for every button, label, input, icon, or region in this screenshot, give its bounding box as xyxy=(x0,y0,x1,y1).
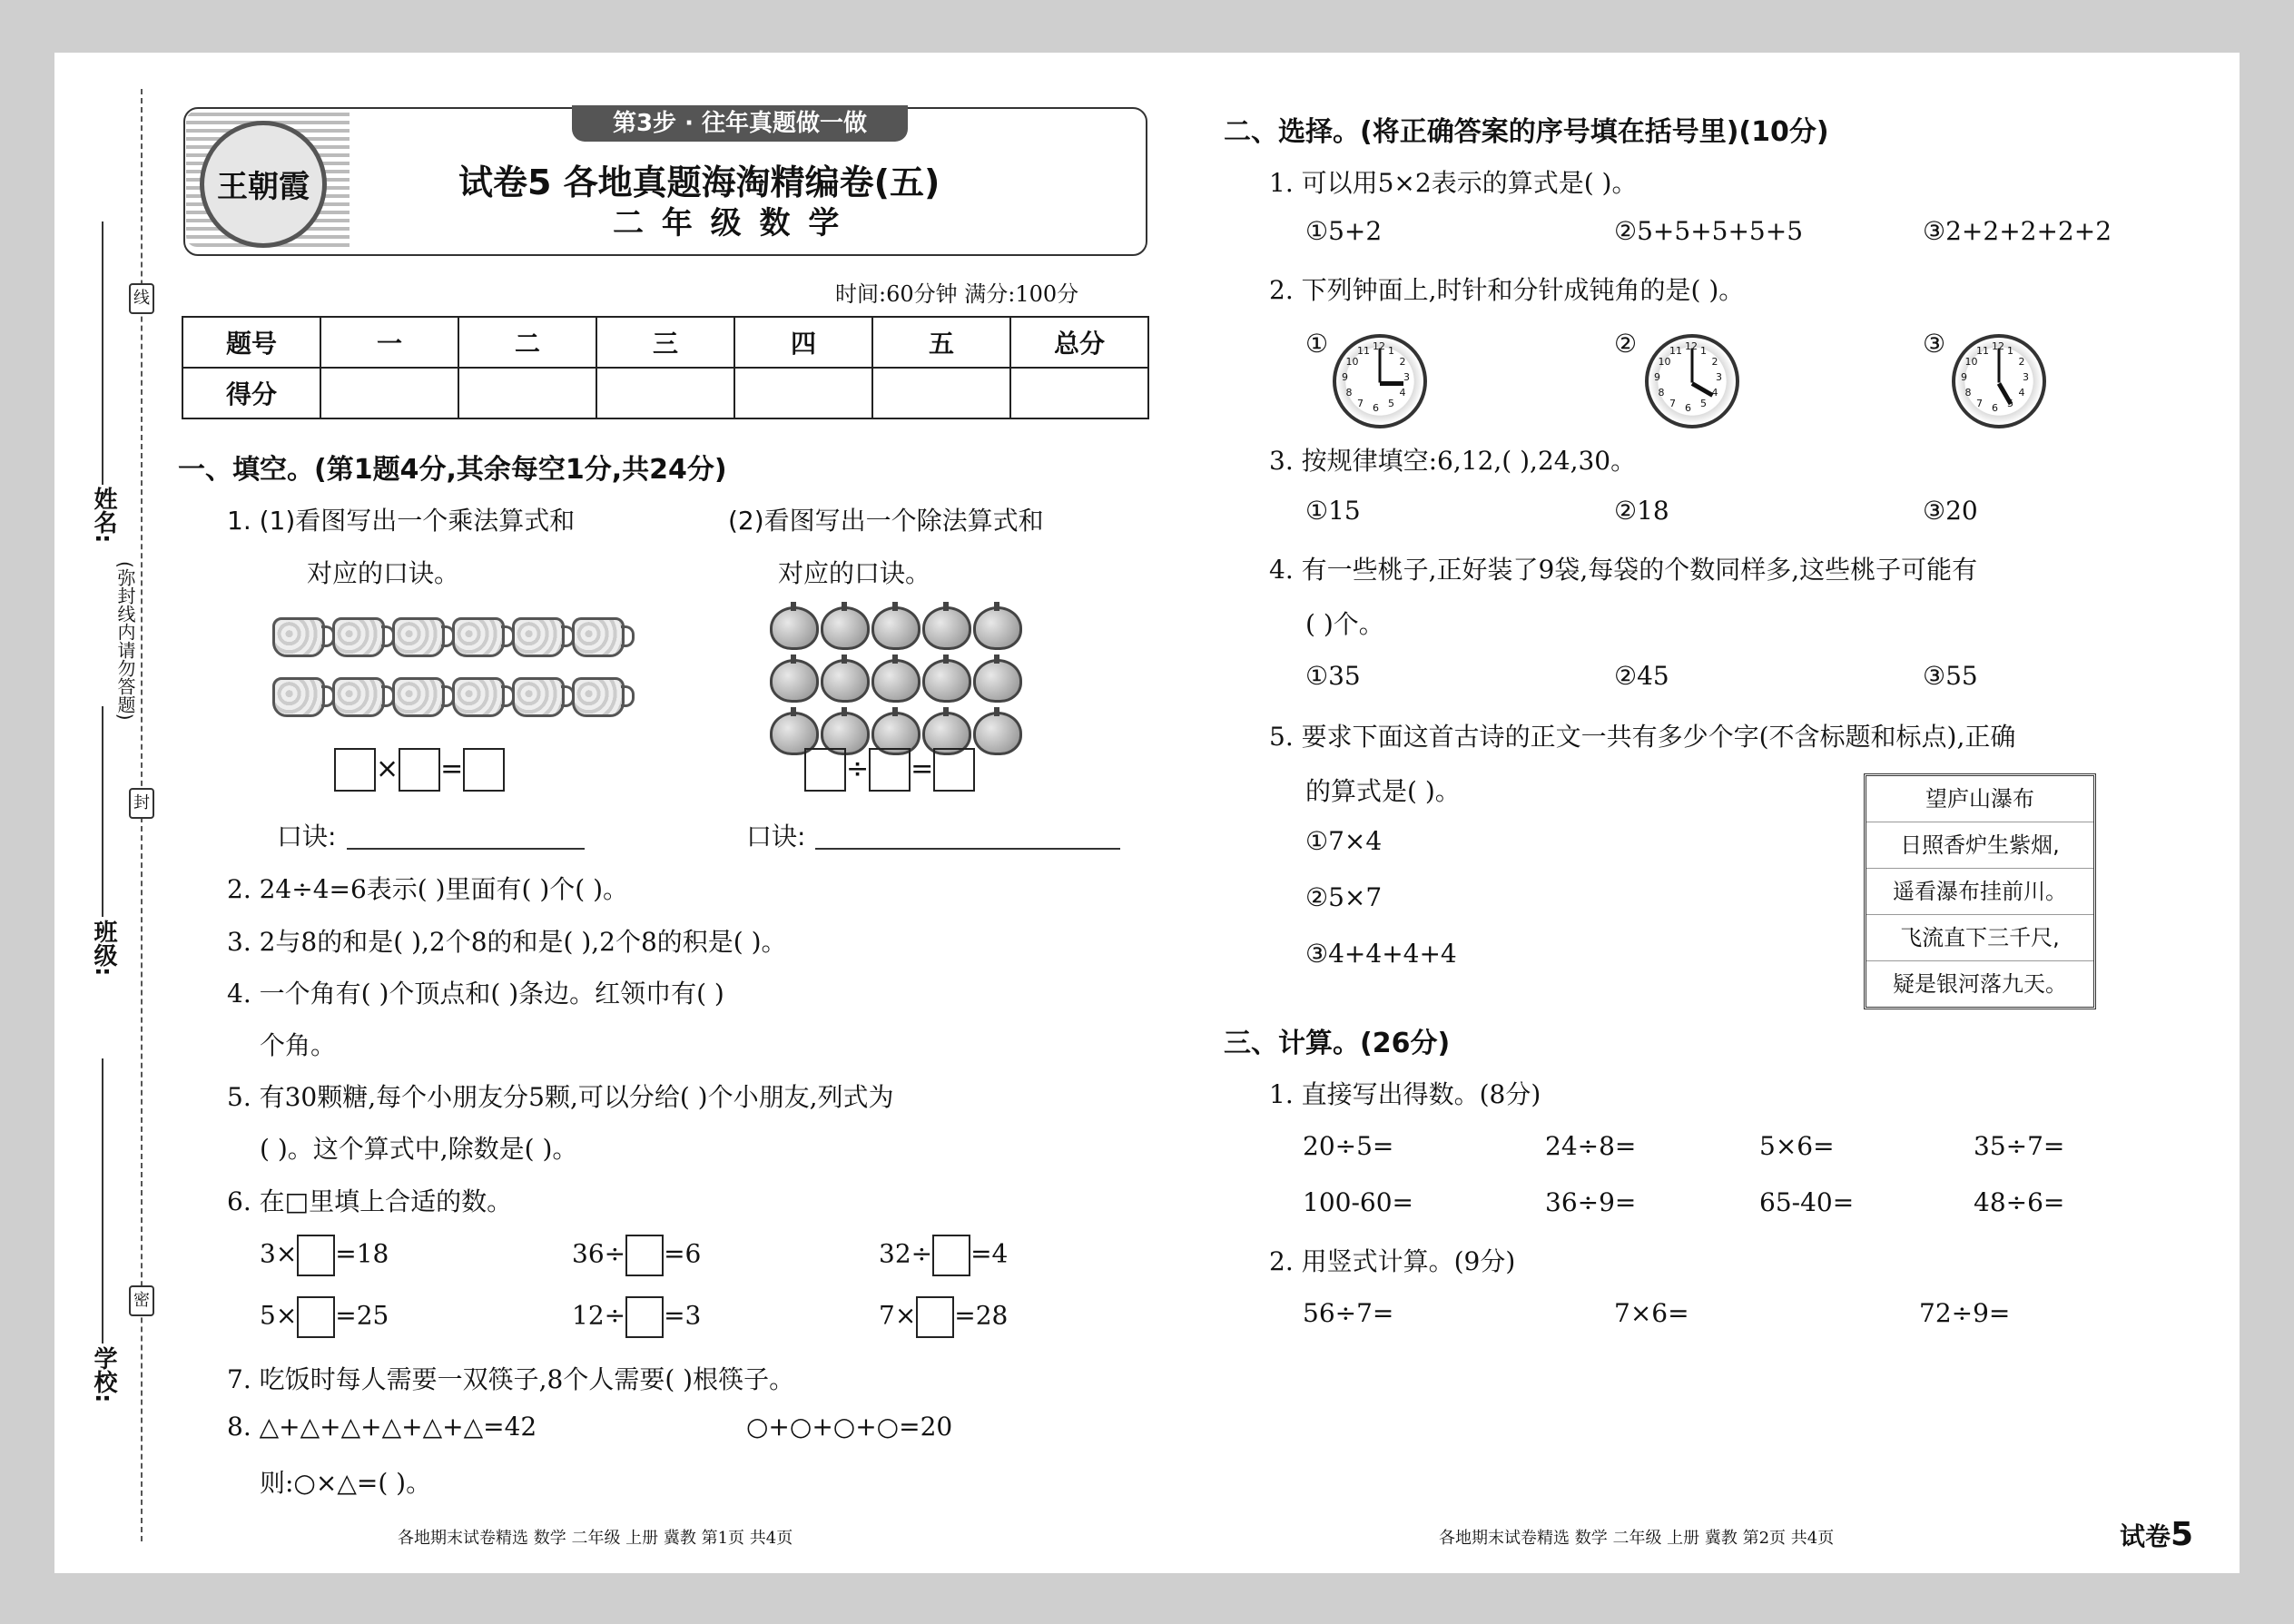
clock-number: 5 xyxy=(1388,398,1394,410)
apple-icon xyxy=(973,606,1022,650)
calc-item: 100-60= xyxy=(1303,1187,1413,1217)
clock-number: 9 xyxy=(1654,371,1660,383)
exam-subtitle: 二 年 级 数 学 xyxy=(613,205,843,241)
q7-text: 7. 吃饭时每人需要一双筷子,8个人需要( )根筷子。 xyxy=(227,1364,795,1394)
q6-item-pre: 7× xyxy=(879,1300,917,1331)
score-input-cell[interactable] xyxy=(1010,368,1148,418)
q6-item-pre: 32÷ xyxy=(879,1238,933,1269)
clock-number: 12 xyxy=(1992,340,2004,352)
q3-text: 3. 2与8的和是( ),2个8的和是( ),2个8的积是( )。 xyxy=(227,927,787,957)
poem-box xyxy=(1864,773,2096,1009)
s2-q1-opt[interactable]: ③2+2+2+2+2 xyxy=(1923,216,2112,246)
div-equation xyxy=(804,748,975,792)
clock-number: 2 xyxy=(1399,356,1406,368)
cup-icon xyxy=(332,617,385,657)
answer-box[interactable] xyxy=(916,1296,954,1338)
clock-number: 10 xyxy=(1658,356,1671,368)
footer-left: 各地期末试卷精选 数学 二年级 上册 冀教 第1页 共4页 xyxy=(398,1529,793,1548)
clock-number: 11 xyxy=(1669,344,1682,357)
koujue-answer-line-2[interactable] xyxy=(815,848,1120,850)
clock-number: 1 xyxy=(1700,344,1707,357)
s2-q5-line1: 5. 要求下面这首古诗的正文一共有多少个字(不含标题和标点),正确 xyxy=(1269,722,2016,752)
clock-number: 3 xyxy=(1716,371,1722,383)
s2-q2-opt[interactable]: ③ xyxy=(1923,329,1946,359)
score-table-cell: 总分 xyxy=(1010,317,1148,368)
apple-icon xyxy=(871,659,921,703)
cup-icon xyxy=(512,677,565,717)
q6-item-post: =18 xyxy=(335,1238,389,1269)
exam-title: 试卷5 各地真题海淘精编卷(五) xyxy=(458,162,940,202)
poem-line: 疑是银河落九天。 xyxy=(1893,971,2067,997)
q5-line1: 5. 有30颗糖,每个小朋友分5颗,可以分给( )个小朋友,列式为 xyxy=(227,1082,894,1112)
clock-number: 6 xyxy=(1685,402,1691,414)
class-label: 班级: xyxy=(90,920,117,977)
clock-number: 7 xyxy=(1976,398,1983,410)
answer-box[interactable] xyxy=(399,748,440,792)
s2-q3-opt[interactable]: ②18 xyxy=(1614,496,1669,526)
s2-q1-opt[interactable]: ①5+2 xyxy=(1305,216,1383,246)
apple-icon xyxy=(973,659,1022,703)
s2-q5-line2: 的算式是( )。 xyxy=(1305,776,1461,806)
cup-icon xyxy=(332,677,385,717)
clock-number: 8 xyxy=(1658,387,1665,399)
poem-line: 日照香炉生紫烟, xyxy=(1866,822,2093,869)
q1b-line2: 对应的口诀。 xyxy=(778,558,931,588)
s2-q4-opt[interactable]: ①35 xyxy=(1305,661,1361,691)
q6-text: 6. 在□里填上合适的数。 xyxy=(227,1186,513,1216)
clock-hour-hand xyxy=(1691,381,1714,397)
s2-q2-opt[interactable]: ② xyxy=(1614,329,1638,359)
s2-q4-opt[interactable]: ③55 xyxy=(1923,661,1978,691)
clock-number: 4 xyxy=(1711,387,1718,399)
clock-hour-hand xyxy=(1380,381,1403,386)
q6-item-pre: 5× xyxy=(260,1300,298,1331)
answer-box[interactable] xyxy=(297,1235,335,1276)
footer-number: 5 xyxy=(2171,1516,2194,1553)
footer-right: 各地期末试卷精选 数学 二年级 上册 冀教 第2页 共4页 xyxy=(1439,1529,1835,1548)
clock-number: 8 xyxy=(1345,387,1353,399)
s2-q3-opt[interactable]: ①15 xyxy=(1305,496,1361,526)
score-table-cell: 二 xyxy=(458,317,596,368)
clock-number: 12 xyxy=(1373,340,1385,352)
calc-item: 65-40= xyxy=(1759,1187,1855,1217)
apple-icon xyxy=(922,606,971,650)
apples-picture xyxy=(770,606,1024,755)
answer-box[interactable] xyxy=(933,748,975,792)
class-field[interactable] xyxy=(102,706,103,917)
q6-item-post: =25 xyxy=(335,1300,389,1331)
vertical-calc-item: 72÷9= xyxy=(1919,1298,2011,1328)
answer-box[interactable] xyxy=(625,1296,664,1338)
answer-box[interactable] xyxy=(804,748,846,792)
clock-number: 1 xyxy=(2007,344,2013,357)
calc-item: 5×6= xyxy=(1759,1131,1835,1161)
name-label: 姓名: xyxy=(90,487,117,544)
clock-number: 4 xyxy=(2018,387,2025,399)
koujue-answer-line-1[interactable] xyxy=(347,848,585,850)
q6-item-post: =4 xyxy=(970,1238,1009,1269)
s2-q5-opt[interactable]: ②5×7 xyxy=(1305,882,1383,912)
q6-item-pre: 3× xyxy=(260,1238,298,1269)
clock-number: 9 xyxy=(1961,371,1967,383)
q6-item-post: =6 xyxy=(664,1238,702,1269)
q6-item-post: =3 xyxy=(664,1300,702,1331)
clock-minute-hand xyxy=(1998,349,2001,383)
clock-number: 10 xyxy=(1964,356,1978,368)
clock-number: 1 xyxy=(1388,344,1394,357)
cup-icon xyxy=(272,617,325,657)
mult-equation xyxy=(334,748,505,792)
score-input-cell[interactable] xyxy=(458,368,596,418)
q6-item-pre: 12÷ xyxy=(572,1300,626,1331)
apple-icon xyxy=(770,606,819,650)
koujue-label-1: 口诀: xyxy=(277,822,337,851)
clock-number: 11 xyxy=(1976,344,1989,357)
q5-line2: ( )。这个算式中,除数是( )。 xyxy=(260,1134,578,1164)
s2-q4-line2: ( )个。 xyxy=(1305,609,1384,639)
q6-item xyxy=(572,1296,701,1338)
clock-minute-hand xyxy=(1691,349,1694,383)
score-table-cell: 得分 xyxy=(182,368,320,418)
clock-number: 10 xyxy=(1345,356,1359,368)
poem-title: 望庐山瀑布 xyxy=(1866,776,2093,822)
clock-number: 6 xyxy=(1373,402,1379,414)
clock-number: 11 xyxy=(1357,344,1370,357)
clock-number: 12 xyxy=(1685,340,1698,352)
score-table xyxy=(182,316,1149,419)
q6-item xyxy=(260,1296,389,1338)
score-table-cell: 三 xyxy=(596,317,734,368)
eq-sign: = xyxy=(911,753,934,785)
name-field[interactable] xyxy=(102,221,103,485)
vertical-calc-item: 56÷7= xyxy=(1303,1298,1394,1328)
s2-q3-opt[interactable]: ③20 xyxy=(1923,496,1978,526)
score-input-cell[interactable] xyxy=(872,368,1010,418)
calc-item: 36÷9= xyxy=(1545,1187,1637,1217)
q6-item-pre: 36÷ xyxy=(572,1238,626,1269)
binding-tag-seal: 封 xyxy=(129,788,154,819)
calc-item: 35÷7= xyxy=(1974,1131,2065,1161)
score-input-cell[interactable] xyxy=(320,368,458,418)
poem-line: 遥看瀑布挂前川。 xyxy=(1866,869,2093,915)
clock-number: 2 xyxy=(1711,356,1718,368)
clock-number: 5 xyxy=(2007,398,2013,410)
clock-number: 7 xyxy=(1669,398,1676,410)
vertical-calc-item: 7×6= xyxy=(1614,1298,1689,1328)
score-table-header-row xyxy=(182,317,1148,368)
cup-icon xyxy=(392,617,445,657)
clock-number: 3 xyxy=(2023,371,2029,383)
apple-icon xyxy=(973,712,1022,755)
s2-q5-opt[interactable]: ③4+4+4+4 xyxy=(1305,939,1457,969)
q6-item xyxy=(260,1235,389,1276)
mult-sign: × xyxy=(376,753,399,785)
calc-item: 24÷8= xyxy=(1545,1131,1637,1161)
score-table-cell: 题号 xyxy=(182,317,320,368)
apple-icon xyxy=(770,659,819,703)
score-table-cell: 五 xyxy=(872,317,1010,368)
answer-box[interactable] xyxy=(869,748,911,792)
cup-icon xyxy=(392,677,445,717)
calc-item: 20÷5= xyxy=(1303,1131,1394,1161)
clock-number: 2 xyxy=(2018,356,2025,368)
div-sign: ÷ xyxy=(846,753,870,785)
q6-item xyxy=(879,1296,1008,1338)
score-table-score-row xyxy=(182,368,1148,418)
step-badge: 第3步 · 往年真题做一做 xyxy=(572,105,908,142)
eq-sign: = xyxy=(440,753,464,785)
clock-number: 8 xyxy=(1964,387,1972,399)
logo-seal xyxy=(200,121,327,248)
s2-q2: 2. 下列钟面上,时针和分针成钝角的是( )。 xyxy=(1269,275,1745,305)
s2-q4-opt[interactable]: ②45 xyxy=(1614,661,1669,691)
clock-number: 3 xyxy=(1403,371,1410,383)
clock-number: 9 xyxy=(1342,371,1348,383)
answer-box[interactable] xyxy=(625,1235,664,1276)
apple-icon xyxy=(821,606,870,650)
s2-q5-opt[interactable]: ①7×4 xyxy=(1305,826,1383,856)
cup-icon xyxy=(452,617,505,657)
q6-item xyxy=(572,1235,701,1276)
apple-icon xyxy=(871,606,921,650)
answer-box[interactable] xyxy=(932,1235,970,1276)
no-answer-warning: (弥封线内请勿答题) xyxy=(114,561,136,721)
q8-line1a: 8. △+△+△+△+△+△=42 xyxy=(227,1412,537,1442)
s2-q1: 1. 可以用5×2表示的算式是( )。 xyxy=(1269,168,1638,198)
score-table-cell: 四 xyxy=(734,317,872,368)
s3-q1: 1. 直接写出得数。(8分) xyxy=(1269,1079,1541,1109)
q4-line1: 4. 一个角有( )个顶点和( )条边。红领巾有( ) xyxy=(227,979,724,1009)
s3-q2: 2. 用竖式计算。(9分) xyxy=(1269,1246,1516,1276)
poem-line: 飞流直下三千尺, xyxy=(1866,915,2093,961)
footer-paper-label xyxy=(2120,1516,2193,1553)
time-info: 时间:60分钟 满分:100分 xyxy=(835,281,1079,307)
cup-icon xyxy=(452,677,505,717)
answer-box[interactable] xyxy=(334,748,376,792)
q1a-line2: 对应的口诀。 xyxy=(307,558,460,588)
section2-heading: 二、选择。(将正确答案的序号填在括号里)(10分) xyxy=(1224,116,1829,148)
score-input-cell[interactable] xyxy=(596,368,734,418)
koujue-label-2: 口诀: xyxy=(746,822,806,851)
logo-text: 王朝霞 xyxy=(217,169,310,205)
q4-line2: 个角。 xyxy=(260,1030,337,1060)
score-input-cell[interactable] xyxy=(734,368,872,418)
cup-icon xyxy=(512,617,565,657)
apple-icon xyxy=(821,659,870,703)
clock-face-2 xyxy=(1645,334,1739,428)
school-field[interactable] xyxy=(102,1058,103,1343)
section3-heading: 三、计算。(26分) xyxy=(1224,1028,1451,1059)
s2-q2-opt[interactable]: ① xyxy=(1305,329,1329,359)
q6-item-post: =28 xyxy=(954,1300,1009,1331)
q6-item xyxy=(879,1235,1008,1276)
section1-heading: 一、填空。(第1题4分,其余每空1分,共24分) xyxy=(178,454,727,486)
clock-number: 4 xyxy=(1399,387,1406,399)
footer-label: 试卷 xyxy=(2120,1521,2171,1551)
calc-item: 48÷6= xyxy=(1974,1187,2065,1217)
s2-q1-opt[interactable]: ②5+5+5+5+5 xyxy=(1614,216,1804,246)
binding-tag-line: 线 xyxy=(129,283,154,314)
q8-line2: 则:○×△=( )。 xyxy=(260,1468,432,1498)
s2-q3: 3. 按规律填空:6,12,( ),24,30。 xyxy=(1269,446,1637,476)
school-label: 学校: xyxy=(90,1346,117,1403)
cup-icon xyxy=(272,677,325,717)
q8-line1b: ○+○+○+○=20 xyxy=(746,1412,953,1442)
clock-face-1 xyxy=(1333,334,1427,428)
apple-icon xyxy=(922,659,971,703)
clock-number: 5 xyxy=(1700,398,1707,410)
cup-icon xyxy=(572,617,625,657)
s2-q4-line1: 4. 有一些桃子,正好装了9袋,每袋的个数同样多,这些桃子可能有 xyxy=(1269,555,1978,585)
score-table-cell: 一 xyxy=(320,317,458,368)
clock-number: 7 xyxy=(1357,398,1364,410)
clock-face-3 xyxy=(1952,334,2046,428)
answer-box[interactable] xyxy=(463,748,505,792)
binding-tag-dense: 密 xyxy=(129,1285,154,1316)
q1b-line1: (2)看图写出一个除法算式和 xyxy=(728,506,1044,536)
cups-picture xyxy=(272,617,632,717)
clock-number: 6 xyxy=(1992,402,1998,414)
cup-icon xyxy=(572,677,625,717)
answer-box[interactable] xyxy=(297,1296,335,1338)
q1a-line1: 1. (1)看图写出一个乘法算式和 xyxy=(227,506,576,536)
exam-sheet xyxy=(54,53,2240,1573)
clock-minute-hand xyxy=(1379,349,1382,383)
q2-text: 2. 24÷4=6表示( )里面有( )个( )。 xyxy=(227,874,629,904)
